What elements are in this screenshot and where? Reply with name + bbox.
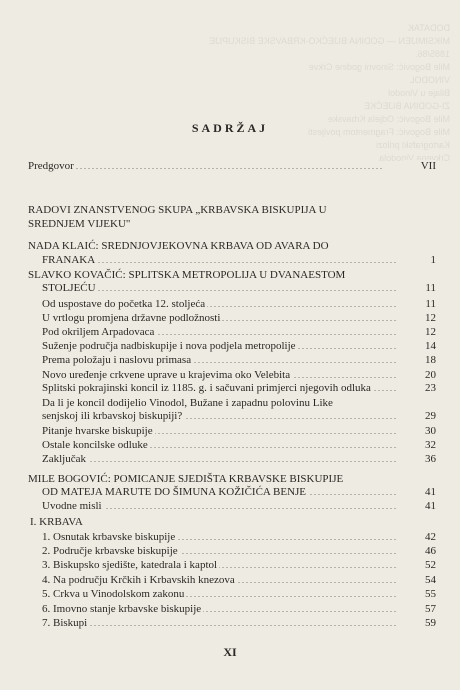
toc-entry: . . . Pitanje hvarske biskupije 30 [42,425,436,438]
toc-author-heading: SLAVKO KOVAČIĆ: SPLITSKA METROPOLIJA U DVANAESTOM [28,268,346,281]
toc-entry: Da li je koncil dodijelio Vinodol, Bužane i zapadnu polovinu Like [42,396,333,409]
toc-entry: . . . Pod okriljem Arpadovaca 12 [42,326,436,339]
toc-entry: . . . 6. Imovno stanje krbavske biskupije 57 [42,603,436,616]
bleed-through-text: DODATAK MIKSIMIJEN — GODINA BIJEĆKO-KRBAVSKE BISKUPIJE 1885/86. Mile Bogović: Sinovni godine Crkve VINODOL Bilaje u Vinodol ZI-GODINA BIJEĆKE Mile Bogović: Odjela Krbavske Mile Bogović: Fragmentom povijesti Kartografski prilozi Crkvena Vinodola [209,23,450,163]
toc-entry: . . . Uvodne misli 41 [42,500,436,513]
toc-entry: . . . 7. Biskupi 59 [42,617,436,630]
toc-entry: . . . Ostale koncilske odluke 32 [42,439,436,452]
toc-entry: . . . Predgovor VII [28,160,436,173]
page-title: SADRŽAJ [191,121,269,135]
toc-author-heading: MILE BOGOVIĆ: POMICANJE SJEDIŠTA KRBAVSKE BISKUPIJE [28,473,344,486]
toc-entry: . . . Splitski pokrajinski koncil iz 1185. g. i sačuvani primjerci njegovih odluka 23 [42,382,436,395]
toc-entry: . . . 1. Osnutak krbavske biskupije 42 [42,531,436,544]
toc-entry: . . . Od uspostave do početka 12. stoljeća 11 [42,298,436,311]
toc-entry: . . . STOLJEĆU 11 [42,282,436,295]
toc-entry: . . . 3. Biskupsko sjedište, katedrala i kaptol 52 [42,559,436,572]
toc-entry: . . . Novo uređenje crkvene uprave u krajevima oko Velebita 20 [42,369,436,382]
toc-entry: . . . Prema položaju i naslovu primasa 18 [42,354,436,367]
toc-entry: . . . 5. Crkva u Vinodolskom zakonu 55 [42,588,436,601]
toc-entry: . . . FRANAKA 1 [42,254,436,267]
toc-entry: . . . OD MATEJA MARUTE DO ŠIMUNA KOŽIČIĆA BENJE 41 [42,486,436,499]
toc-entry: . . . 2. Područje krbavske biskupije 46 [42,545,436,558]
toc-part-heading: I. KRBAVA [30,516,83,529]
toc-entry: . . . senjskoj ili krbavskoj biskupiji? 29 [42,410,436,423]
toc-entry: . . . U vrtlogu promjena državne podložnosti 12 [42,312,436,325]
toc-section-heading: RADOVI ZNANSTVENOG SKUPA „KRBAVSKA BISKUPIJA U [28,204,327,217]
toc-author-heading: NADA KLAIĆ: SREDNJOVJEKOVNA KRBAVA OD AVARA DO [28,240,329,253]
page-folio: XI [223,645,237,659]
toc-entry: . . . Suženje područja nadbiskupije i nova podjela metropolije 14 [42,340,436,353]
toc-entry: . . . Zaključak 36 [42,453,436,466]
toc-entry: . . . 4. Na području Krčkih i Krbavskih knezova 54 [42,574,436,587]
toc-section-heading: SREDNJEM VIJEKU" [28,217,131,230]
